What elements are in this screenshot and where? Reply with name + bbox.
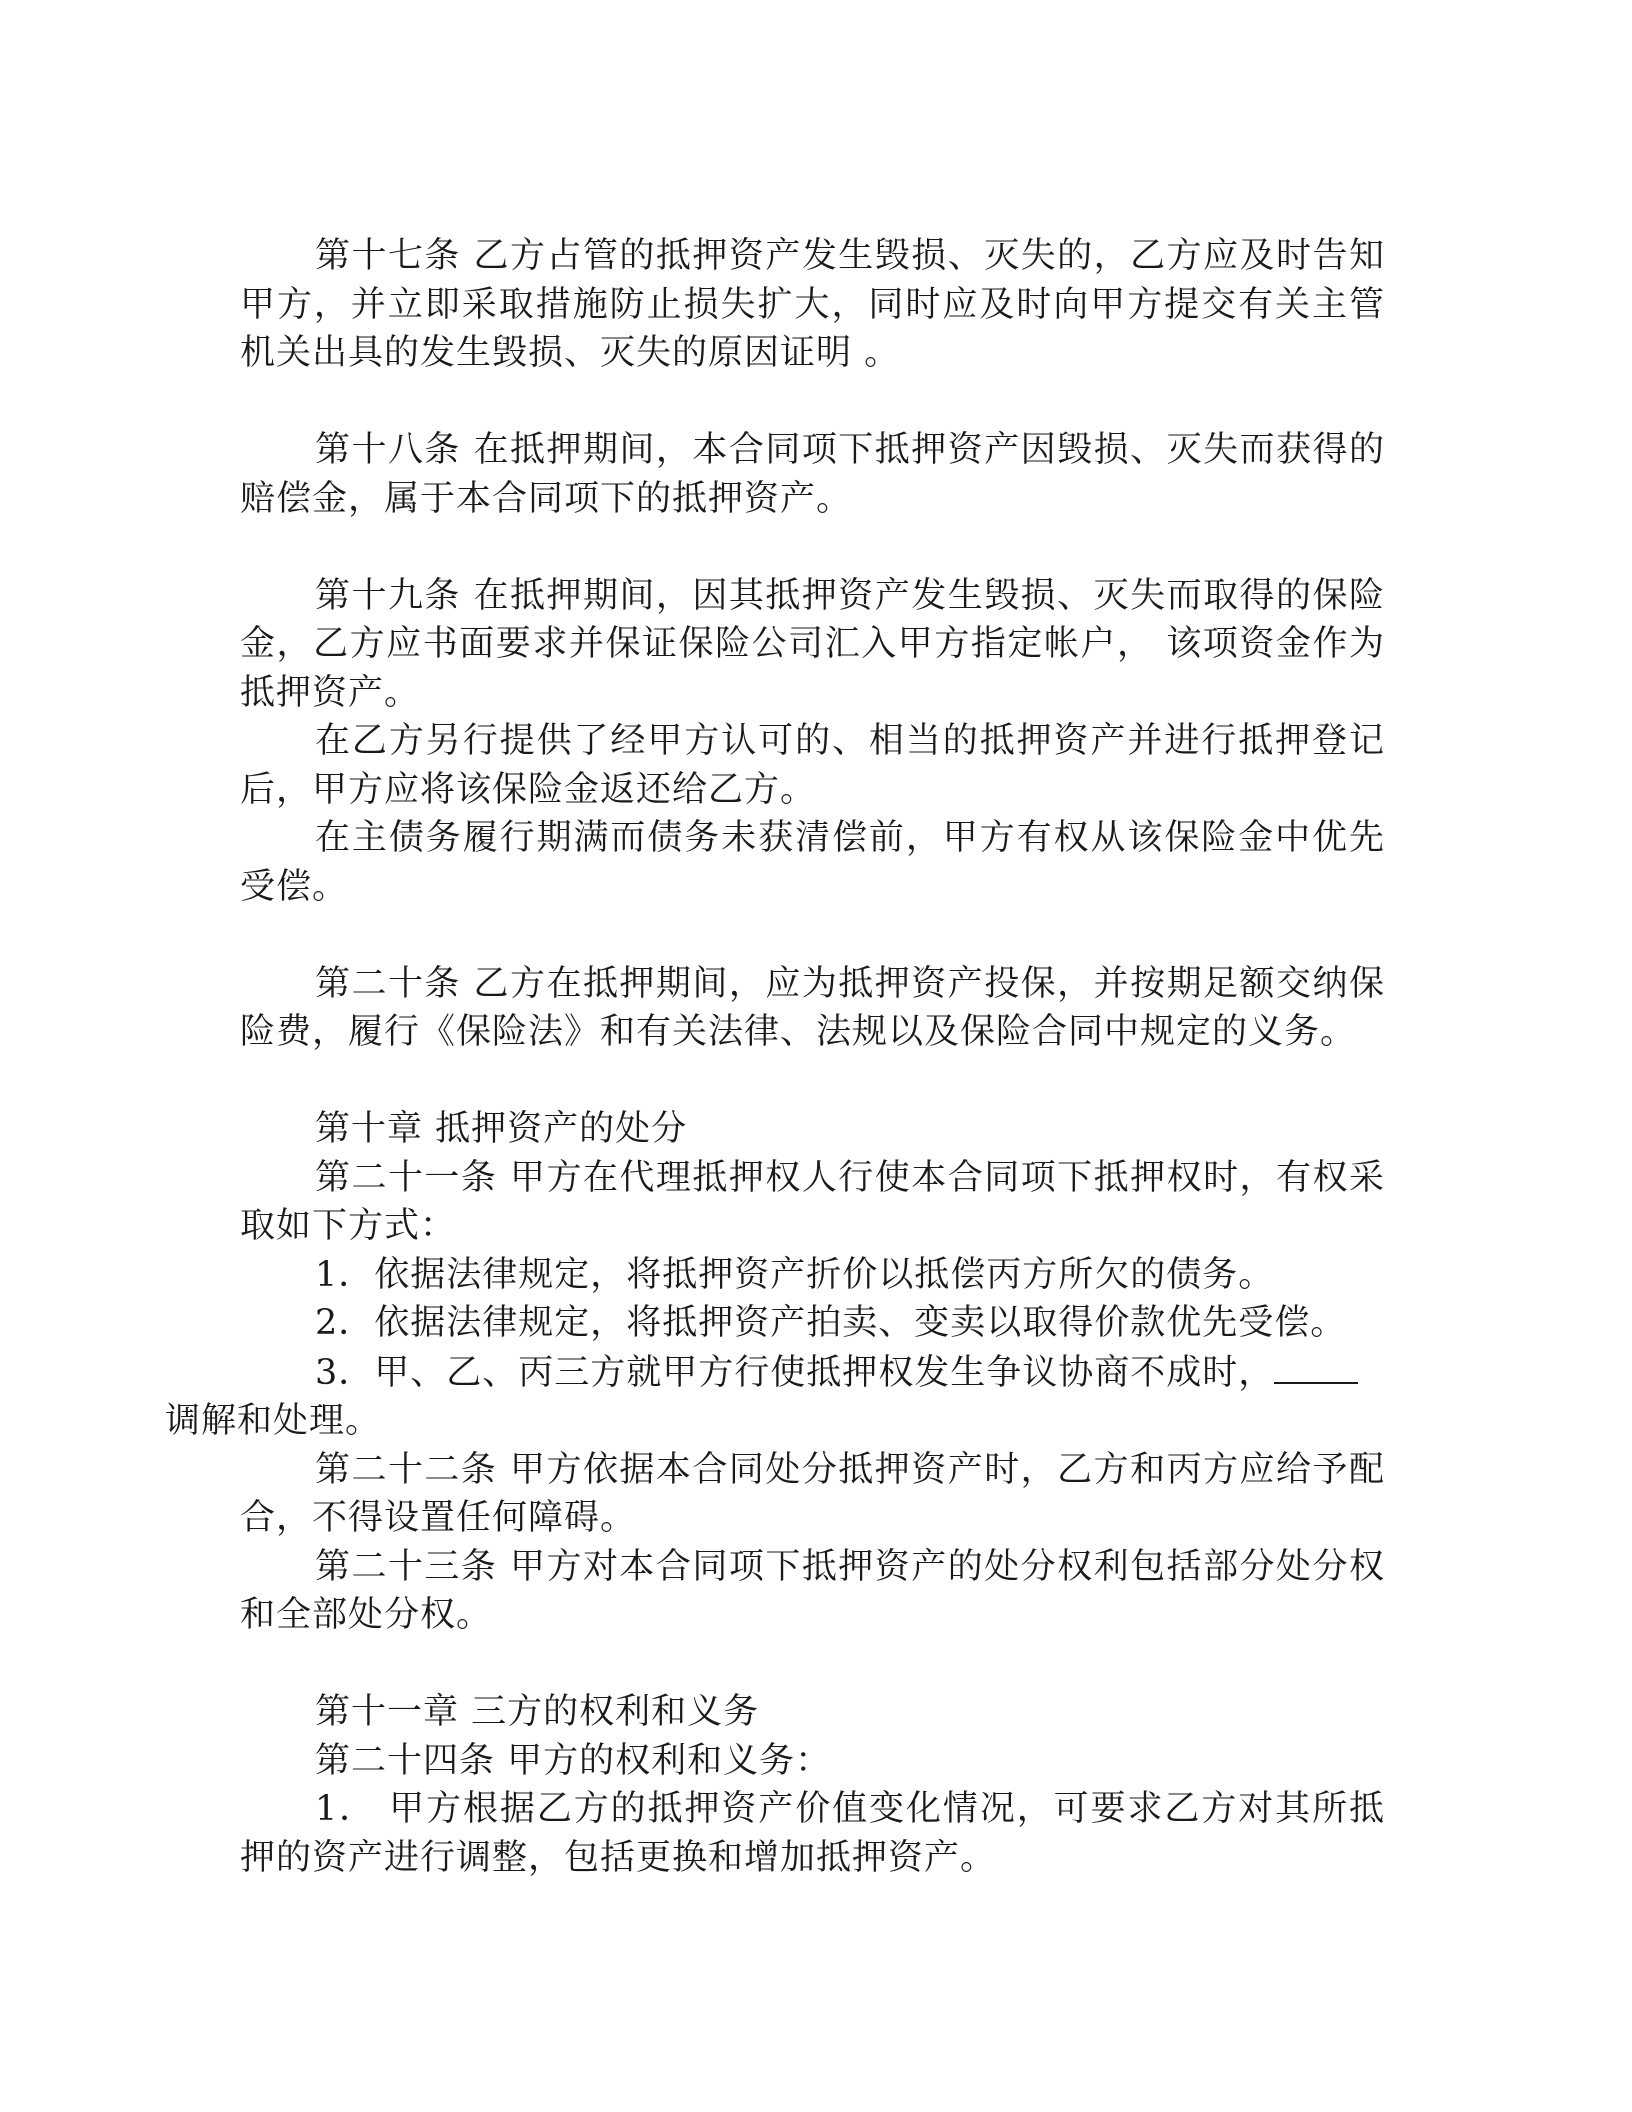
article-21-item-1: 1．依据法律规定，将抵押资产折价以抵偿丙方所欠的债务。: [315, 1254, 1275, 1295]
article-24-item-1: 1． 甲方根据乙方的抵押资产价值变化情况，可要求乙方对其所抵押的资产进行调整，包括更换和增加抵押资产。: [240, 1789, 1385, 1878]
paragraph-gap: [240, 911, 1385, 960]
article-19: 第十九条 在抵押期间，因其抵押资产发生毁损、灭失而取得的保险金，乙方应书面要求并保证保险公司汇入甲方指定帐户， 该项资金作为抵押资产。: [240, 575, 1385, 713]
chapter-11-heading: 第十一章 三方的权利和义务: [315, 1692, 760, 1732]
article-19-clause-3: 在主债务履行期满而债务未获清偿前，甲方有权从该保险金中优先受偿。: [240, 818, 1385, 907]
article-22: 第二十二条 甲方依据本合同处分抵押资产时，乙方和丙方应给予配合，不得设置任何障碍。: [240, 1449, 1385, 1538]
paragraph-gap: [240, 1640, 1385, 1689]
article-24: 第二十四条 甲方的权利和义务：: [315, 1740, 832, 1781]
paragraph-gap: [240, 378, 1385, 427]
document-page: [165, 232, 1385, 1882]
article-19-clause-2: 在乙方另行提供了经甲方认可的、相当的抵押资产并进行抵押登记后，甲方应将该保险金返还给乙方。: [240, 721, 1385, 810]
fill-in-blank: [1274, 1348, 1358, 1384]
article-17: 第十七条 乙方占管的抵押资产发生毁损、灭失的，乙方应及时告知甲方，并立即采取措施防止损失扩大，同时应及时向甲方提交有关主管机关出具的发生毁损、灭失的原因证明 。: [240, 236, 1385, 373]
article-23: 第二十三条 甲方对本合同项下抵押资产的处分权利包括部分处分权和全部处分权。: [240, 1546, 1385, 1635]
article-21-item-3-continued: 调解和处理。: [165, 1401, 382, 1441]
article-18: 第十八条 在抵押期间，本合同项下抵押资产因毁损、灭失而获得的赔偿金，属于本合同项下的抵押资产。: [240, 430, 1385, 519]
chapter-10-heading: 第十章 抵押资产的处分: [315, 1109, 688, 1149]
article-21-item-3-text: 3．甲、乙、丙三方就甲方行使抵押权发生争议协商不成时，: [315, 1352, 1275, 1393]
article-21-item-3: [165, 1348, 1385, 1446]
article-21: 第二十一条 甲方在代理抵押权人行使本合同项下抵押权时，有权采取如下方式：: [240, 1157, 1385, 1246]
paragraph-gap: [240, 523, 1385, 572]
article-20: 第二十条 乙方在抵押期间，应为抵押资产投保，并按期足额交纳保险费，履行《保险法》和有关法律、法规以及保险合同中规定的义务。: [240, 963, 1385, 1052]
paragraph-gap: [240, 1057, 1385, 1106]
article-21-item-2: 2．依据法律规定，将抵押资产拍卖、变卖以取得价款优先受偿。: [315, 1303, 1347, 1343]
